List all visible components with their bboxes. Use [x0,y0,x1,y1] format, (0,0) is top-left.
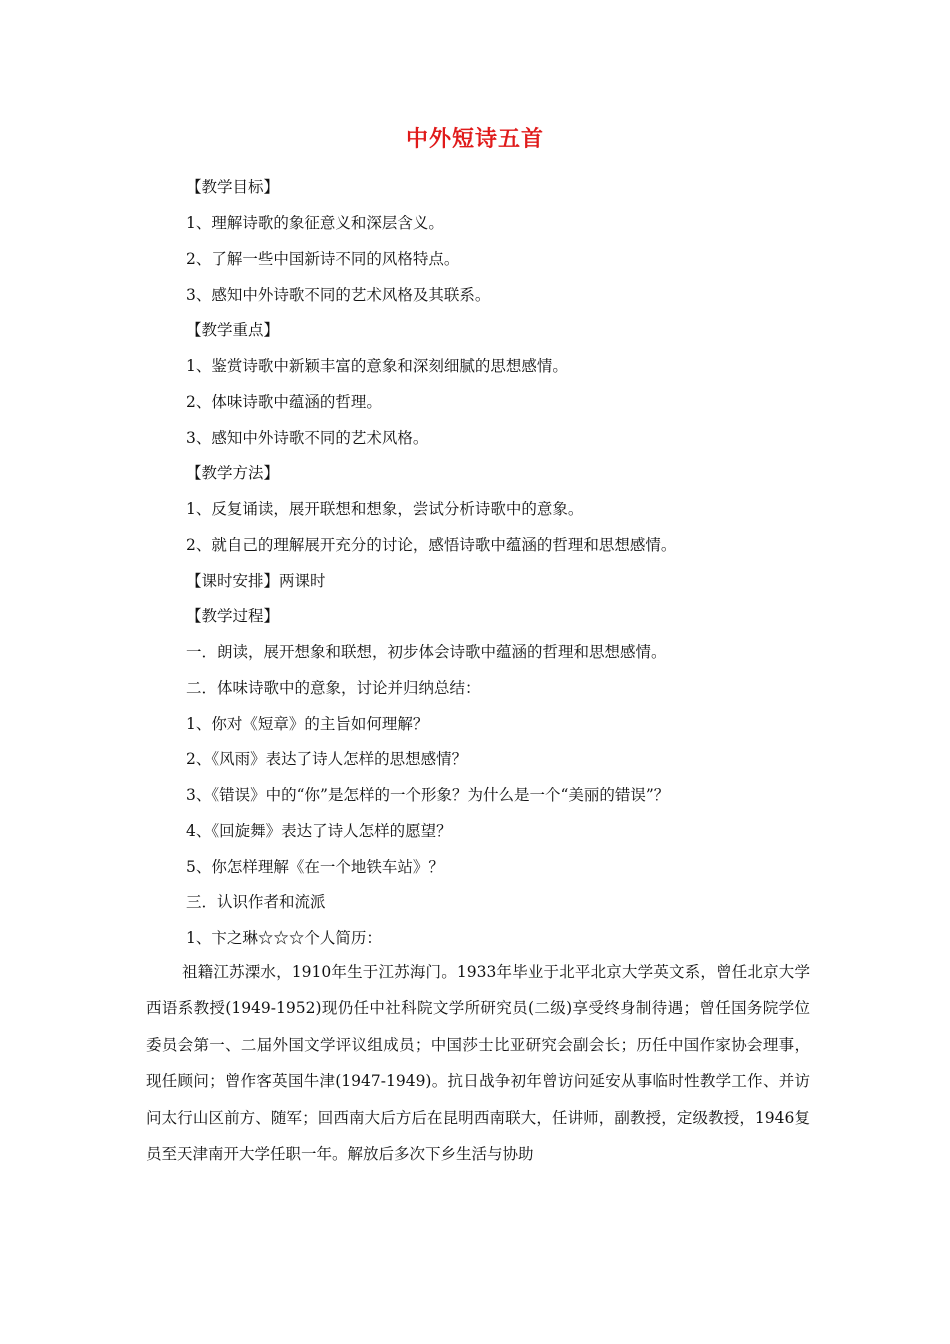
question-item-3: 3、《错误》中的“你”是怎样的一个形象？为什么是一个“美丽的错误”？ [186,786,670,804]
question-item-5: 5、你怎样理解《在一个地铁车站》？ [186,858,444,876]
method-item-2: 2、就自己的理解展开充分的讨论，感悟诗歌中蕴涵的哲理和思想感情。 [186,536,677,554]
key-point-item-1: 1、鉴赏诗歌中新颖丰富的意象和深刻细腻的思想感情。 [186,357,568,375]
method-item-1: 1、反复诵读，展开联想和想象，尝试分析诗歌中的意象。 [186,500,584,518]
author-biography [146,954,810,1172]
question-item-2: 2、《风雨》表达了诗人怎样的思想感情？ [186,750,468,768]
section-heading-methods: 【教学方法】 [186,464,280,482]
section-heading-objectives: 【教学目标】 [186,178,280,196]
biography-paragraph: 祖籍江苏溧水，1910年生于江苏海门。1933年毕业于北平北京大学英文系，曾任北京大学西语系教授(1949-1952)现仍任中社科院文学所研究员(二级)享受终身制待遇；曾任国务院学位委员会第一、二届外国文学评议组成员；中国莎士比亚研究会副会长；历任中国作家协会理事，现任顾问；曾作客英国牛津(1947-1949)。抗日战争初年曾访问延安从事临时性教学工作、并访问太行山区前方、随军；回西南大后方后在昆明西南联大，任讲师，副教授，定级教授，1946复员至天津南开大学任职一年。解放后多次下乡生活与协助 [146,963,810,1164]
section-heading-schedule: 【课时安排】两课时 [186,572,326,590]
question-item-1: 1、你对《短章》的主旨如何理解？ [186,715,429,733]
process-step-3: 三．认识作者和流派 [186,893,326,911]
section-heading-key-points: 【教学重点】 [186,321,280,339]
section-heading-process: 【教学过程】 [186,607,280,625]
process-step-2: 二．体味诗歌中的意象，讨论并归纳总结： [186,679,481,697]
objective-item-2: 2、了解一些中国新诗不同的风格特点。 [186,250,460,268]
key-point-item-3: 3、感知中外诗歌不同的艺术风格。 [186,429,429,447]
process-step-1: 一．朗读，展开想象和联想，初步体会诗歌中蕴涵的哲理和思想感情。 [186,643,667,661]
objective-item-1: 1、理解诗歌的象征意义和深层含义。 [186,214,444,232]
question-item-4: 4、《回旋舞》表达了诗人怎样的愿望？ [186,822,452,840]
key-point-item-2: 2、体味诗歌中蕴涵的哲理。 [186,393,382,411]
author-heading-1: 1、卞之琳☆☆☆个人简历： [186,929,382,947]
document-title: 中外短诗五首 [405,127,544,152]
objective-item-3: 3、感知中外诗歌不同的艺术风格及其联系。 [186,286,491,304]
